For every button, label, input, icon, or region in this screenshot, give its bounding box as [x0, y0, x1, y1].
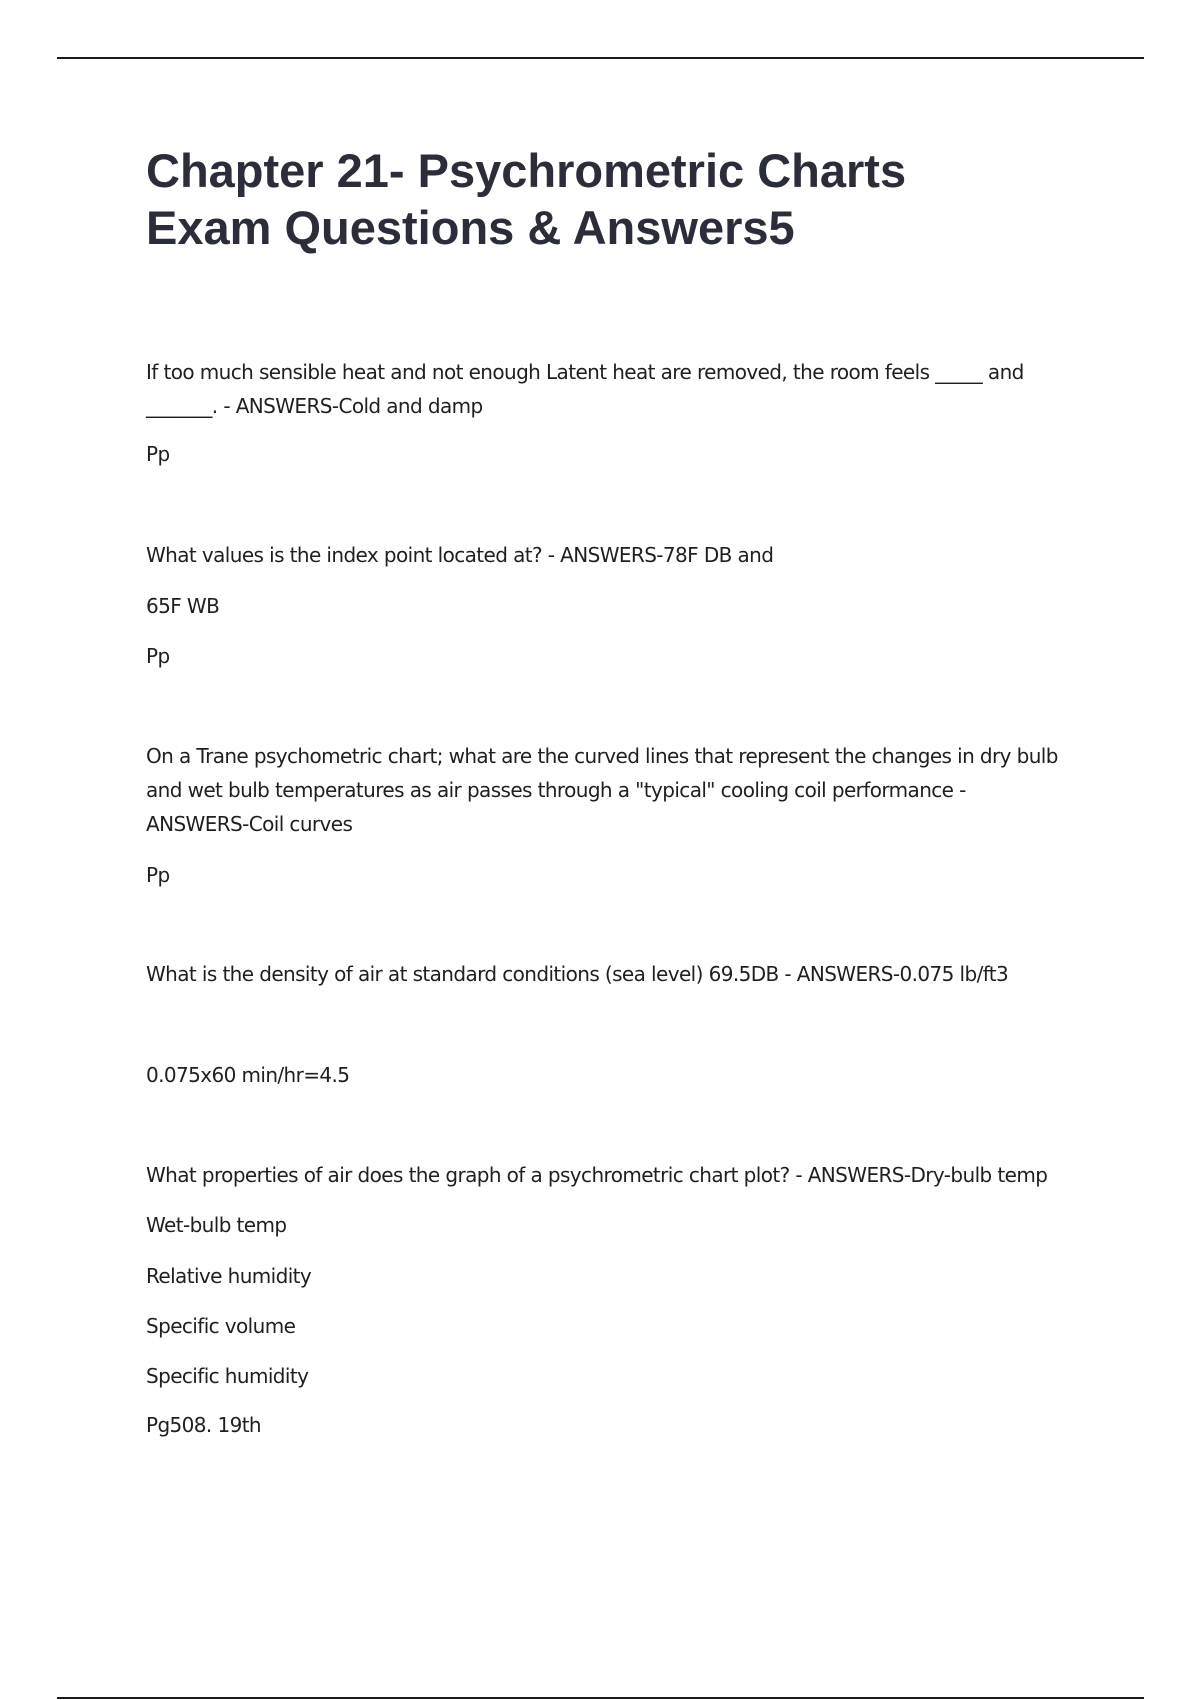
footer-rule	[57, 1697, 1144, 1699]
question-1-line-1: If too much sensible heat and not enough Latent heat are removed, the room feels _____ and	[146, 360, 1024, 384]
document-title	[146, 142, 1106, 256]
answer-item-wet-bulb: Wet-bulb temp	[146, 1213, 287, 1237]
question-4-line-1: What is the density of air at standard conditions (sea level) 69.5DB - ANSWERS-0.075 lb/ft3	[146, 962, 1009, 986]
header-rule	[57, 57, 1144, 59]
question-3-note: Pp	[146, 863, 170, 887]
answer-item-specific-volume: Specific volume	[146, 1314, 296, 1338]
question-2-line-2: 65F WB	[146, 594, 220, 618]
answer-item-specific-humidity: Specific humidity	[146, 1364, 309, 1388]
question-3-line-3: ANSWERS-Coil curves	[146, 812, 353, 836]
question-1-note: Pp	[146, 442, 170, 466]
question-1-line-2: _______. - ANSWERS-Cold and damp	[146, 394, 483, 418]
question-2-note: Pp	[146, 644, 170, 668]
question-4-calculation: 0.075x60 min/hr=4.5	[146, 1063, 350, 1087]
question-3-line-2: and wet bulb temperatures as air passes through a "typical" cooling coil performance -	[146, 778, 966, 802]
question-3-line-1: On a Trane psychometric chart; what are the curved lines that represent the changes in dry bulb	[146, 744, 1058, 768]
question-2-line-1: What values is the index point located at? - ANSWERS-78F DB and	[146, 543, 774, 567]
answer-item-relative-humidity: Relative humidity	[146, 1264, 312, 1288]
question-5-line-1: What properties of air does the graph of a psychrometric chart plot? - ANSWERS-Dry-bulb temp	[146, 1163, 1048, 1187]
question-5-reference: Pg508. 19th	[146, 1413, 262, 1437]
title-line-2: Exam Questions & Answers5	[146, 201, 795, 254]
title-line-1: Chapter 21- Psychrometric Charts	[146, 144, 907, 197]
